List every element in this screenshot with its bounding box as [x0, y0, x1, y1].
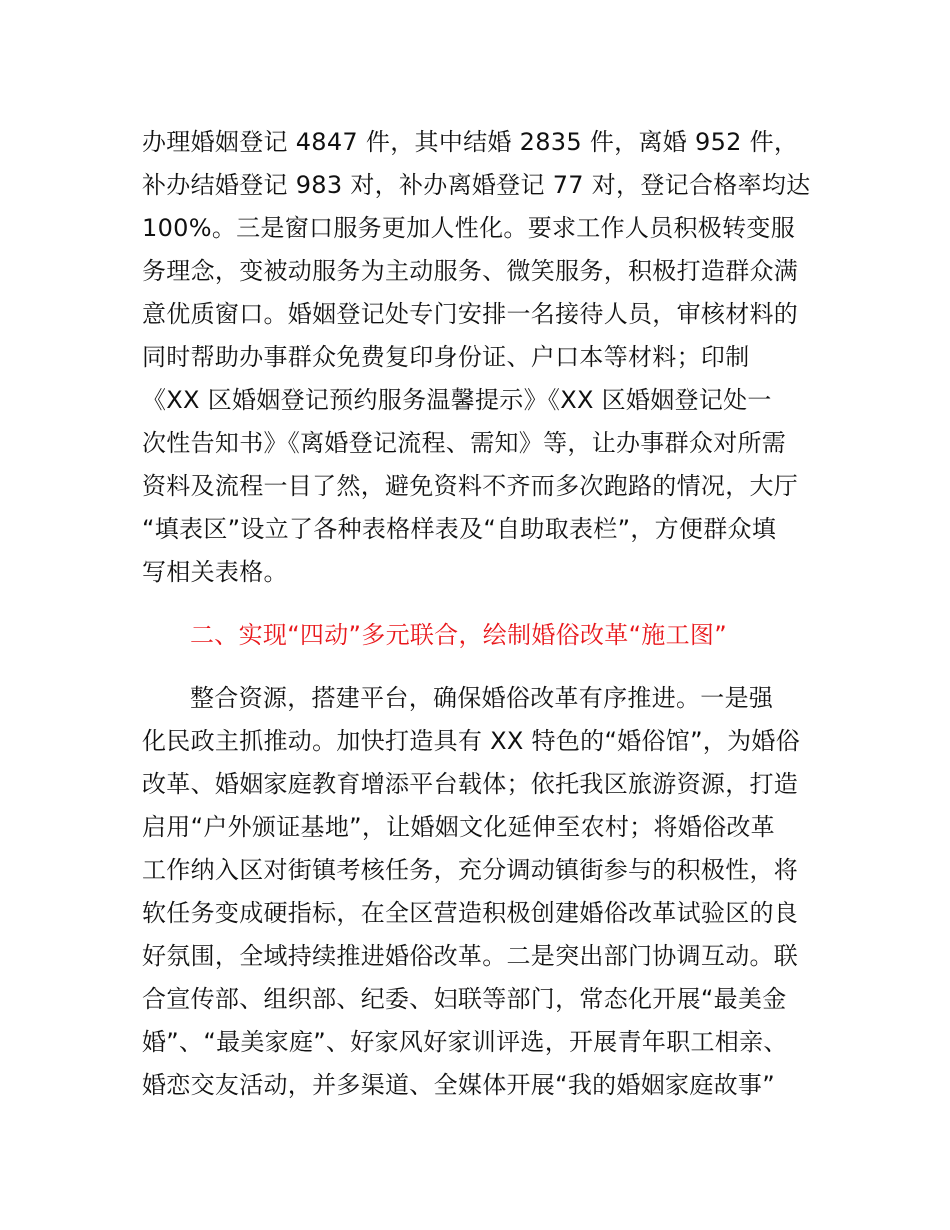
- paragraph-line: 补办结婚登记 983 对，补办离婚登记 77 对，登记合格率均达: [142, 171, 811, 199]
- paragraph-line: 同时帮助办事群众免费复印身份证、户口本等材料；印制: [142, 343, 750, 371]
- paragraph-line: 化民政主抓推动。加快打造具有 XX 特色的“婚俗馆”，为婚俗: [142, 727, 801, 755]
- paragraph-line: 启用“户外颁证基地”，让婚姻文化延伸至农村；将婚俗改革: [142, 813, 775, 841]
- paragraph-line: 写相关表格。: [142, 558, 288, 586]
- paragraph-line: 次性告知书》《离婚登记流程、需知》等，让办事群众对所需: [142, 429, 787, 457]
- paragraph-line: 资料及流程一目了然，避免资料不齐而多次跑路的情况，大厅: [142, 472, 799, 500]
- paragraph-line: 《XX 区婚姻登记预约服务温馨提示》《XX 区婚姻登记处一: [142, 386, 772, 414]
- paragraph-line: 婚”、“最美家庭”、好家风好家训评选，开展青年职工相亲、: [142, 1028, 788, 1056]
- paragraph-line: 务理念，变被动服务为主动服务、微笑服务，积极打造群众满: [142, 257, 799, 285]
- paragraph-line: 婚恋交友活动，并多渠道、全媒体开展“我的婚姻家庭故事”: [142, 1071, 775, 1099]
- paragraph-line: “填表区”设立了各种表格样表及“自助取表栏”，方便群众填: [142, 515, 777, 543]
- paragraph-line: 整合资源，搭建平台，确保婚俗改革有序推进。一是强: [190, 684, 774, 712]
- paragraph-line: 100%。三是窗口服务更加人性化。要求工作人员积极转变服: [142, 214, 796, 242]
- paragraph-line: 改革、婚姻家庭教育增添平台载体；依托我区旅游资源，打造: [142, 770, 799, 798]
- paragraph-line: 意优质窗口。婚姻登记处专门安排一名接待人员，审核材料的: [142, 300, 799, 328]
- paragraph-line: 工作纳入区对街镇考核任务，充分调动镇街参与的积极性，将: [142, 856, 799, 884]
- section-heading: 二、实现“四动”多元联合，绘制婚俗改革“施工图”: [190, 621, 727, 649]
- paragraph-line: 软任务变成硬指标，在全区营造积极创建婚俗改革试验区的良: [142, 899, 799, 927]
- paragraph-line: 合宣传部、组织部、纪委、妇联等部门，常态化开展“最美金: [142, 985, 787, 1013]
- paragraph-line: 办理婚姻登记 4847 件，其中结婚 2835 件，离婚 952 件，: [142, 128, 799, 156]
- paragraph-line: 好氛围，全域持续推进婚俗改革。二是突出部门协调互动。联: [142, 942, 799, 970]
